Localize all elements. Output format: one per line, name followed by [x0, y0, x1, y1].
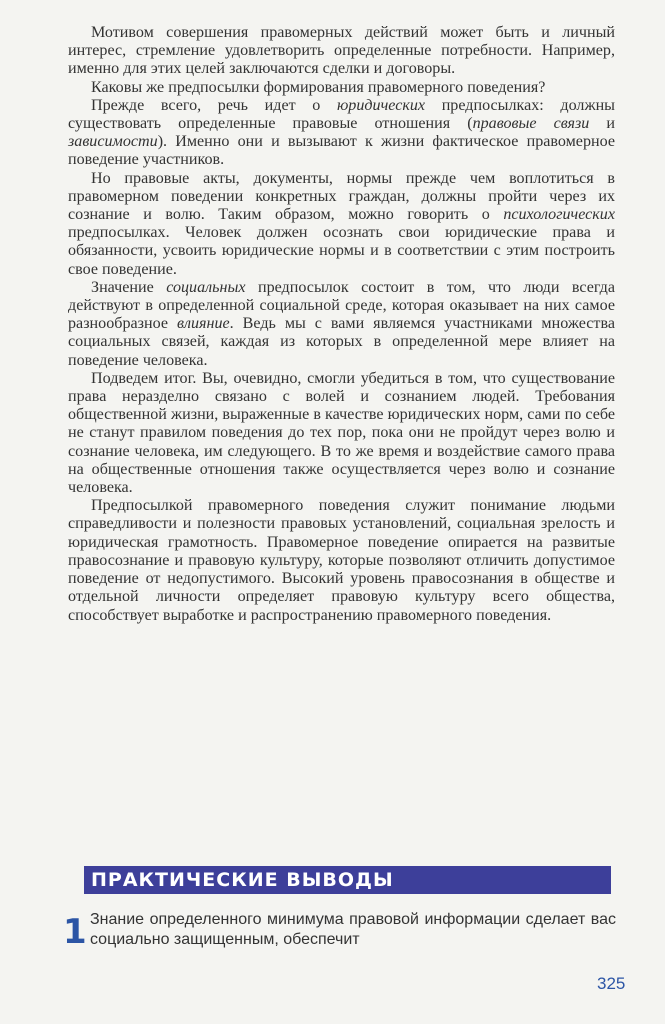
italic-term: социальных	[166, 278, 246, 296]
italic-term: влияние	[176, 315, 230, 333]
section-header-practical-conclusions: ПРАКТИЧЕСКИЕ ВЫВОДЫ	[84, 866, 611, 894]
conclusion-number: 1	[63, 912, 87, 952]
paragraph-text: предпосылок состоит в том, что люди всегда действуют в определенной социальной среде, которая оказывает на них самое разнообразное	[68, 278, 615, 333]
paragraph-text: Предпосылкой правомерного поведения служит понимание людьми справедливости и полезности правовых установлений, социальная зрелость и юридическая грамотность. Правомерное поведение опирается на развитые правосознание и правовую культуру, которые позволяют отличить допустимое поведение от недопустимого. Высокий уровень правосознания в обществе и отдельной личности определяет правовую культуру всего общества, способствует выработке и распространению правомерного поведения.	[68, 497, 615, 624]
page-number: 325	[597, 974, 626, 993]
paragraph	[68, 370, 615, 497]
italic-term: зависимости	[68, 133, 158, 151]
paragraph-text: и	[589, 115, 615, 133]
body-text	[68, 24, 615, 625]
paragraph-text: Каковы же предпосылки формирования правомерного поведения?	[91, 78, 546, 96]
paragraph-text: предпосылках. Человек должен осознать свои юридические права и обязанности, усвоить юридические нормы и в соответствии с этим построить свое поведение.	[68, 224, 615, 278]
paragraph	[68, 279, 615, 370]
paragraph-text: Подведем итог. Вы, очевидно, смогли убедиться в том, что существование права неразделно связано с волей и сознанием людей. Требования общественной жизни, выраженные в качестве юридических норм, сами по себе не станут правилом поведения до тех пор, пока они не пройдут через волю и сознание человека, им следующего. В то же время и воздействие самого права на общественные отношения также осуществляется через волю и сознание человека.	[68, 369, 615, 497]
paragraph-text: Но правовые акты, документы, нормы прежде чем воплотиться в правомерном поведении конкретных граждан, должны пройти через их сознание и волю. Таким образом, можно говорить о	[68, 169, 615, 224]
paragraph	[68, 170, 615, 279]
paragraph-text: Прежде всего, речь идет о	[91, 96, 337, 114]
paragraph	[68, 79, 615, 97]
conclusion-text: Знание определенного минимума правовой информации сделает вас социально защищенным, обеспечит	[90, 911, 616, 948]
italic-term: психологических	[503, 206, 615, 224]
paragraph-text: Значение	[91, 278, 167, 296]
paragraph-text: предпосылках: должны существовать определенные правовые отношения (	[68, 96, 615, 133]
paragraph	[68, 24, 615, 79]
paragraph-text: . Ведь мы с вами являемся участниками множества социальных связей, каждая из которых в определенной мере влияет на поведение человека.	[68, 315, 615, 369]
paragraph-text: Мотивом совершения правомерных действий может быть и личный интерес, стремление удовлетворить определенные потребности. Например, именно для этих целей заключаются сделки и договоры.	[68, 24, 615, 78]
italic-term: правовые связи	[472, 115, 590, 133]
italic-term: юридических	[336, 96, 426, 114]
paragraph	[68, 97, 615, 170]
paragraph-text: ). Именно они и вызывают к жизни фактическое правомерное поведение участников.	[68, 133, 615, 169]
paragraph	[68, 497, 615, 624]
